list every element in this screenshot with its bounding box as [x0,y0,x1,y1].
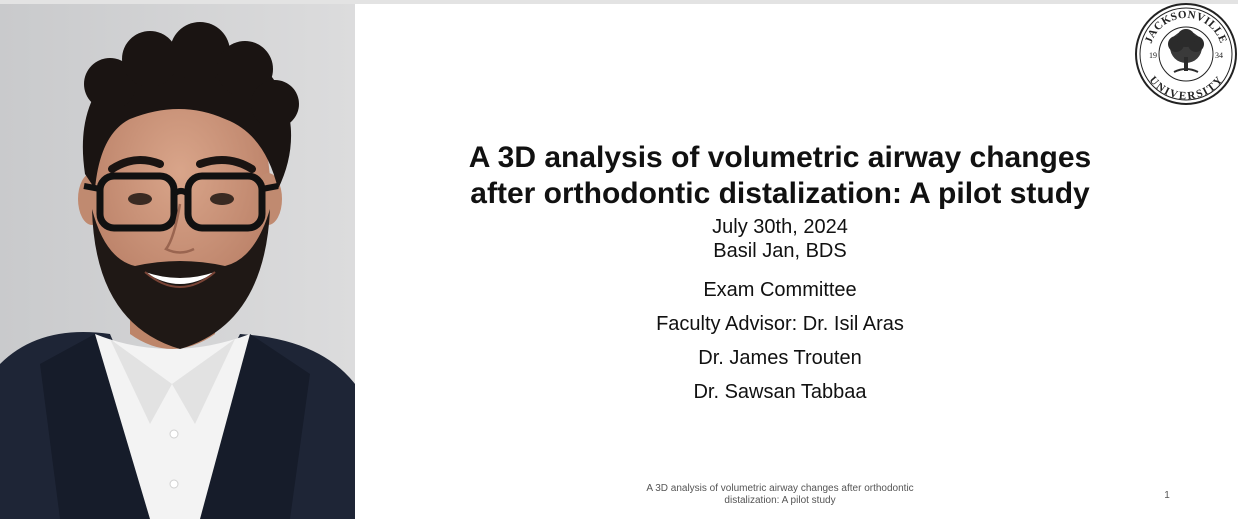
university-seal [1134,2,1238,106]
seal-year-right: 34 [1215,51,1223,60]
slide-footer [600,483,960,507]
seal-top-text: JACKSONVILLE [1142,8,1230,46]
slide-title-line: after orthodontic distalization: A pilot study [470,177,1090,210]
footer-line: distalization: A pilot study [724,495,836,506]
author-name: Basil Jan, BDS [713,240,847,262]
committee-member: Faculty Advisor: Dr. Isil Aras [656,313,904,335]
seal-year-left: 19 [1149,51,1157,60]
slide-title [420,140,1140,212]
committee-member: Dr. Sawsan Tabbaa [693,381,867,403]
committee-member: Dr. James Trouten [698,347,862,369]
footer-line: A 3D analysis of volumetric airway changes after orthodontic [646,483,914,494]
committee-heading: Exam Committee [703,279,857,301]
slide-title-line: A 3D analysis of volumetric airway changes [468,141,1092,174]
presentation-date: July 30th, 2024 [712,216,848,238]
seal-bottom-text: UNIVERSITY [1146,74,1226,103]
portrait-photo [0,4,355,519]
page-number: 1 [1164,490,1170,501]
